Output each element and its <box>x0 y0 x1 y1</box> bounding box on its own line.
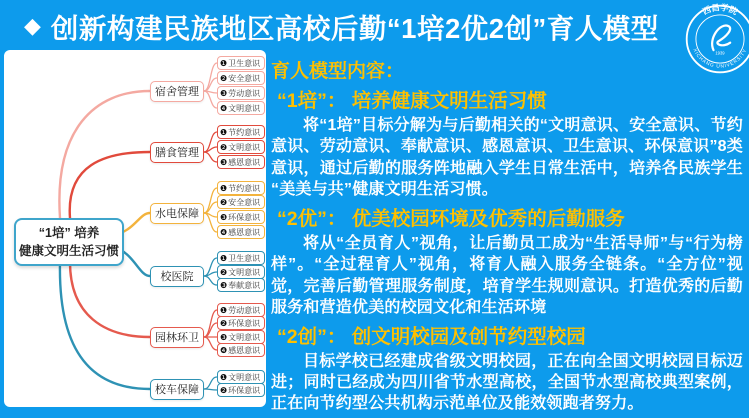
content-heading: 育人模型内容： <box>271 61 405 82</box>
leaf-label: 安全意识 <box>228 73 261 83</box>
branch-node-宿舍管理: 宿舍管理 <box>150 81 204 102</box>
leaf-label: 节约意识 <box>228 127 261 137</box>
leaf-label: 劳动意识 <box>228 305 261 315</box>
connector-line <box>204 377 217 389</box>
connector-line <box>204 389 217 390</box>
leaf-number-badge: ❹ <box>220 227 228 237</box>
leaf-node <box>217 265 265 279</box>
logo-year-text: 1939 <box>715 50 725 56</box>
content-sections <box>271 85 743 415</box>
root-line-2: 健康文明生活习惯 <box>18 244 119 258</box>
section-body: 将从“全员育人”视角，让后勤员工成为“生活导师”与“行为榜样”。“全过程育人”视角，将育人融入服务全链条。“全方位”视觉，完善后勤管理服务制度，培育学生规则意识。打造优秀的后勤服务和营造优美的校园文化和生活环境 <box>271 234 743 317</box>
leaf-number-badge: ❷ <box>220 267 228 277</box>
leaf-number-badge: ❷ <box>220 73 228 83</box>
leaf-number-badge: ❷ <box>220 318 228 328</box>
leaf-label: 文明意识 <box>228 267 261 277</box>
section-title: “1培”： 培养健康文明生活习惯 <box>277 90 547 112</box>
leaf-number-badge: ❶ <box>220 305 228 315</box>
leaf-label: 环保意识 <box>228 318 261 328</box>
branch-node-校医院: 校医院 <box>150 266 204 287</box>
leaf-number-badge: ❹ <box>220 103 228 113</box>
leaf-node <box>217 370 265 384</box>
logo-cn-text: 西昌学院 <box>700 2 740 17</box>
connector-line <box>204 152 217 162</box>
leaf-label: 感恩意识 <box>228 227 261 237</box>
branch-node-校车保障: 校车保障 <box>150 379 204 400</box>
connector-line <box>204 188 217 213</box>
leaf-label: 感恩意识 <box>228 157 261 167</box>
leaf-node <box>217 343 265 357</box>
leaf-number-badge: ❷ <box>220 385 228 395</box>
leaf-number-badge: ❶ <box>220 58 228 68</box>
mindmap-root-node <box>14 218 124 266</box>
leaf-label: 文明意识 <box>228 372 261 382</box>
leaf-number-badge: ❶ <box>220 253 228 263</box>
mindmap-panel <box>4 50 266 407</box>
connector-line <box>204 213 217 232</box>
connector-line <box>60 262 150 389</box>
branch-node-水电保障: 水电保障 <box>150 203 204 224</box>
leaf-node <box>217 195 265 209</box>
leaf-node <box>217 101 265 115</box>
leaf-label: 安全意识 <box>228 197 261 207</box>
leaf-label: 文明意识 <box>228 332 261 342</box>
leaf-node <box>217 383 265 397</box>
leaf-node <box>217 140 265 154</box>
logo-en-text: XICHANG UNIVERSITY <box>691 48 749 70</box>
leaf-number-badge: ❷ <box>220 142 228 152</box>
leaf-number-badge: ❶ <box>220 183 228 193</box>
leaf-node <box>217 251 265 265</box>
connector-line <box>70 152 150 218</box>
leaf-label: 卫生意识 <box>228 253 261 263</box>
leaf-node <box>217 210 265 224</box>
section-body: 目标学校已经建成省级文明校园，正在向全国文明校园目标迈进；同时已经成为四川省节水型高校，全国节水型高校典型案例，正在向节约型公共机构示范单位及能效领跑者努力。 <box>271 352 743 413</box>
leaf-node <box>217 330 265 344</box>
branch-node-膳食管理: 膳食管理 <box>150 142 204 163</box>
leaf-number-badge: ❸ <box>220 157 228 167</box>
leaf-node <box>217 71 265 85</box>
connector-line <box>204 272 217 276</box>
leaf-number-badge: ❸ <box>220 88 228 98</box>
connector-line <box>204 147 217 152</box>
leaf-number-badge: ❹ <box>220 345 228 355</box>
leaf-number-badge: ❸ <box>220 212 228 222</box>
leaf-label: 感恩意识 <box>228 345 261 355</box>
header <box>0 0 749 52</box>
connector-line <box>204 337 217 350</box>
leaf-number-badge: ❸ <box>220 280 228 290</box>
leaf-node <box>217 155 265 169</box>
leaf-label: 奉献意识 <box>228 280 261 290</box>
leaf-label: 环保意识 <box>228 385 261 395</box>
leaf-label: 文明意识 <box>228 142 261 152</box>
leaf-label: 卫生意识 <box>228 58 261 68</box>
leaf-label: 节约意识 <box>228 183 261 193</box>
logo-mark-icon <box>712 26 730 51</box>
page-title: 创新构建民族地区高校后勤“1培2优2创”育人模型 <box>50 13 659 44</box>
branch-node-园林环卫: 园林环卫 <box>150 327 204 348</box>
leaf-node <box>217 125 265 139</box>
leaf-number-badge: ❶ <box>220 127 228 137</box>
connector-line <box>204 63 217 91</box>
connector-line <box>204 276 217 285</box>
leaf-number-badge: ❷ <box>220 197 228 207</box>
section-body: 将“1培”目标分解为与后勤相关的“文明意识、安全意识、节约意识、劳动意识、奉献意识、感恩意识、卫生意识、环保意识”8类意识，通过后勤的服务阵地融入学生日常生活中，培养各民族学生“美美与共”健康文明生活习惯。 <box>271 117 743 199</box>
connector-line <box>70 262 150 337</box>
leaf-node <box>217 316 265 330</box>
leaf-label: 文明意识 <box>228 103 261 113</box>
leaf-label: 环保意识 <box>228 212 261 222</box>
leaf-node <box>217 303 265 317</box>
connector-line <box>59 91 150 218</box>
root-line-1: “1培” 培养 <box>38 225 100 240</box>
content-panel <box>271 54 743 416</box>
leaf-node <box>217 56 265 70</box>
leaf-number-badge: ❸ <box>220 332 228 342</box>
diamond-bullet-icon: ◆ <box>24 13 41 38</box>
leaf-number-badge: ❶ <box>220 372 228 382</box>
leaf-node <box>217 181 265 195</box>
section-title: “2创”： 创文明校园及创节约型校园 <box>277 325 586 348</box>
leaf-node <box>217 225 265 239</box>
leaf-node <box>217 86 265 100</box>
leaf-label: 劳动意识 <box>228 88 261 98</box>
leaf-node <box>217 278 265 292</box>
section-title: “2优”： 优美校园环境及优秀的后勤服务 <box>277 207 625 230</box>
